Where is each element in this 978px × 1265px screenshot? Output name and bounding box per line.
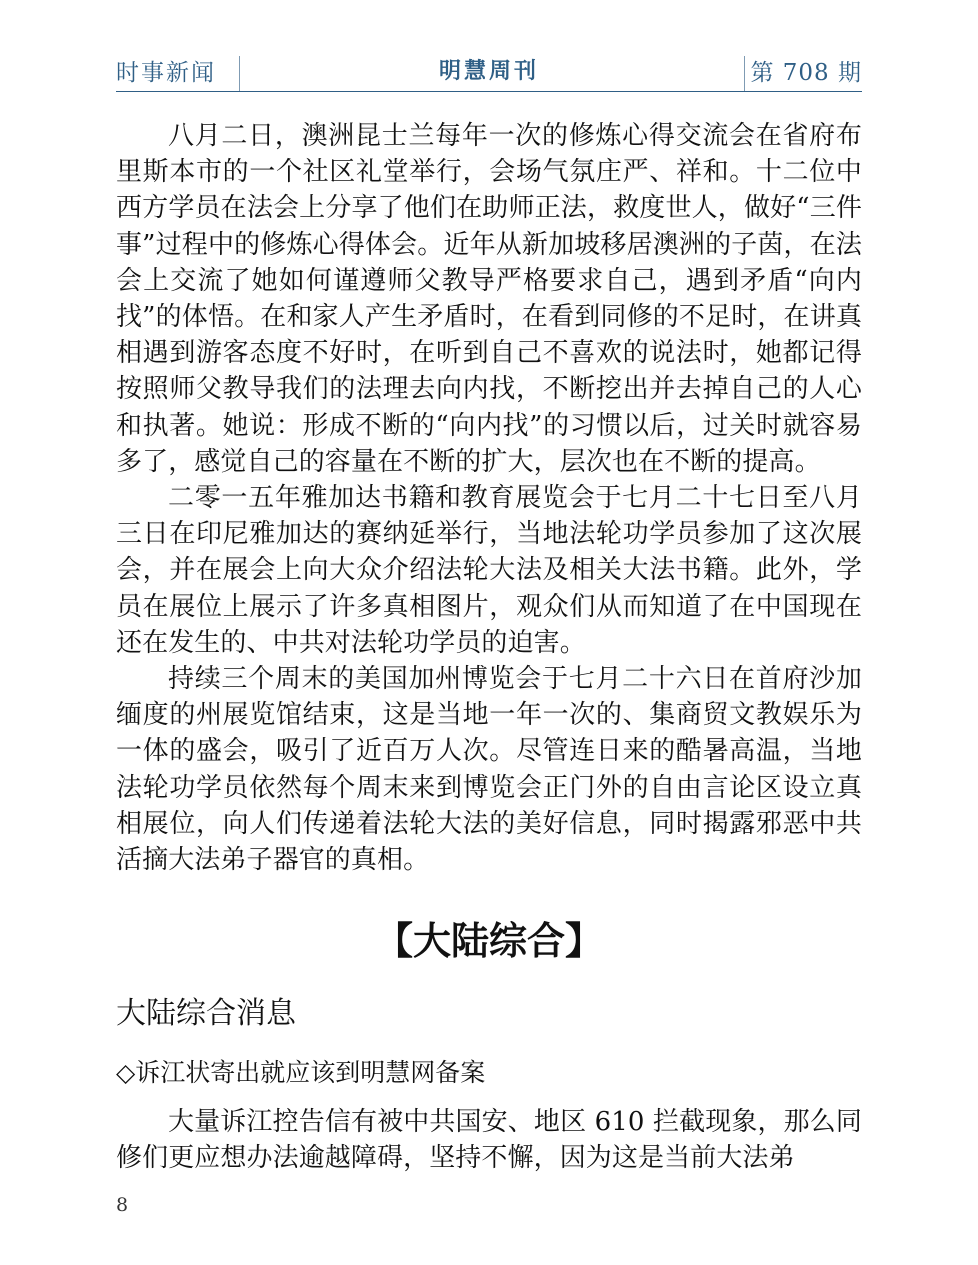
page-number: 8 [116, 1194, 129, 1216]
paragraph-jakarta: 二零一五年雅加达书籍和教育展览会于七月二十七日至八月三日在印尼雅加达的赛纳延举行，当地法轮功学员参加了这次展会，并在展会上向大众介绍法轮大法及相关大法书籍。此外，学员在展位上展示了许多真相图片，观众们从而知道了在中国现在还在发生的、中共对法轮功学员的迫害。 [116, 483, 862, 658]
section-title: 【大陆综合】 [374, 919, 603, 964]
paragraph-queensland: 八月二日，澳洲昆士兰每年一次的修炼心得交流会在省府布里斯本市的一个社区礼堂举行，会场气氛庄严、祥和。十二位中西方学员在法会上分享了他们在助师正法，救度世人，做好“三件事”过程中的修炼心得体会。近年从新加坡移居澳洲的子茵，在法会上交流了她如何谨遵师父教导严格要求自己，遇到矛盾“向内找”的体悟。在和家人产生矛盾时，在看到同修的不足时，在讲真相遇到游客态度不好时，在听到自己不喜欢的说法时，她都记得按照师父教导我们的法理去向内找，不断挖出并去掉自己的人心和执著。她说：形成不断的“向内找”的习惯以后，过关时就容易多了，感觉自己的容量在不断的扩大，层次也在不断的提高。 [116, 121, 862, 477]
header-section-label: 时事新闻 [116, 60, 216, 86]
header-issue-number: 第 708 期 [750, 60, 862, 86]
header-publication-title: 明慧周刊 [438, 59, 539, 84]
page-header [116, 52, 862, 92]
sub-title: 大陆综合消息 [116, 996, 296, 1032]
article-body [116, 118, 862, 1177]
item-title: ◇诉江状寄出就应该到明慧网备案 [116, 1058, 486, 1088]
paragraph-lawsuit: 大量诉江控告信有被中共国安、地区 610 拦截现象，那么同修们更应想办法逾越障碍，坚持不懈，因为这是当前大法弟 [116, 1107, 862, 1174]
header-rule [116, 91, 862, 92]
header-divider-right [744, 56, 745, 92]
paragraph-california: 持续三个周末的美国加州博览会于七月二十六日在首府沙加缅度的州展览馆结束，这是当地一年一次的、集商贸文教娱乐为一体的盛会，吸引了近百万人次。尽管连日来的酷暑高温，当地法轮功学员依然每个周末来到博览会正门外的自由言论区设立真相展位，向人们传递着法轮大法的美好信息，同时揭露邪恶中共活摘大法弟子器官的真相。 [116, 664, 862, 876]
